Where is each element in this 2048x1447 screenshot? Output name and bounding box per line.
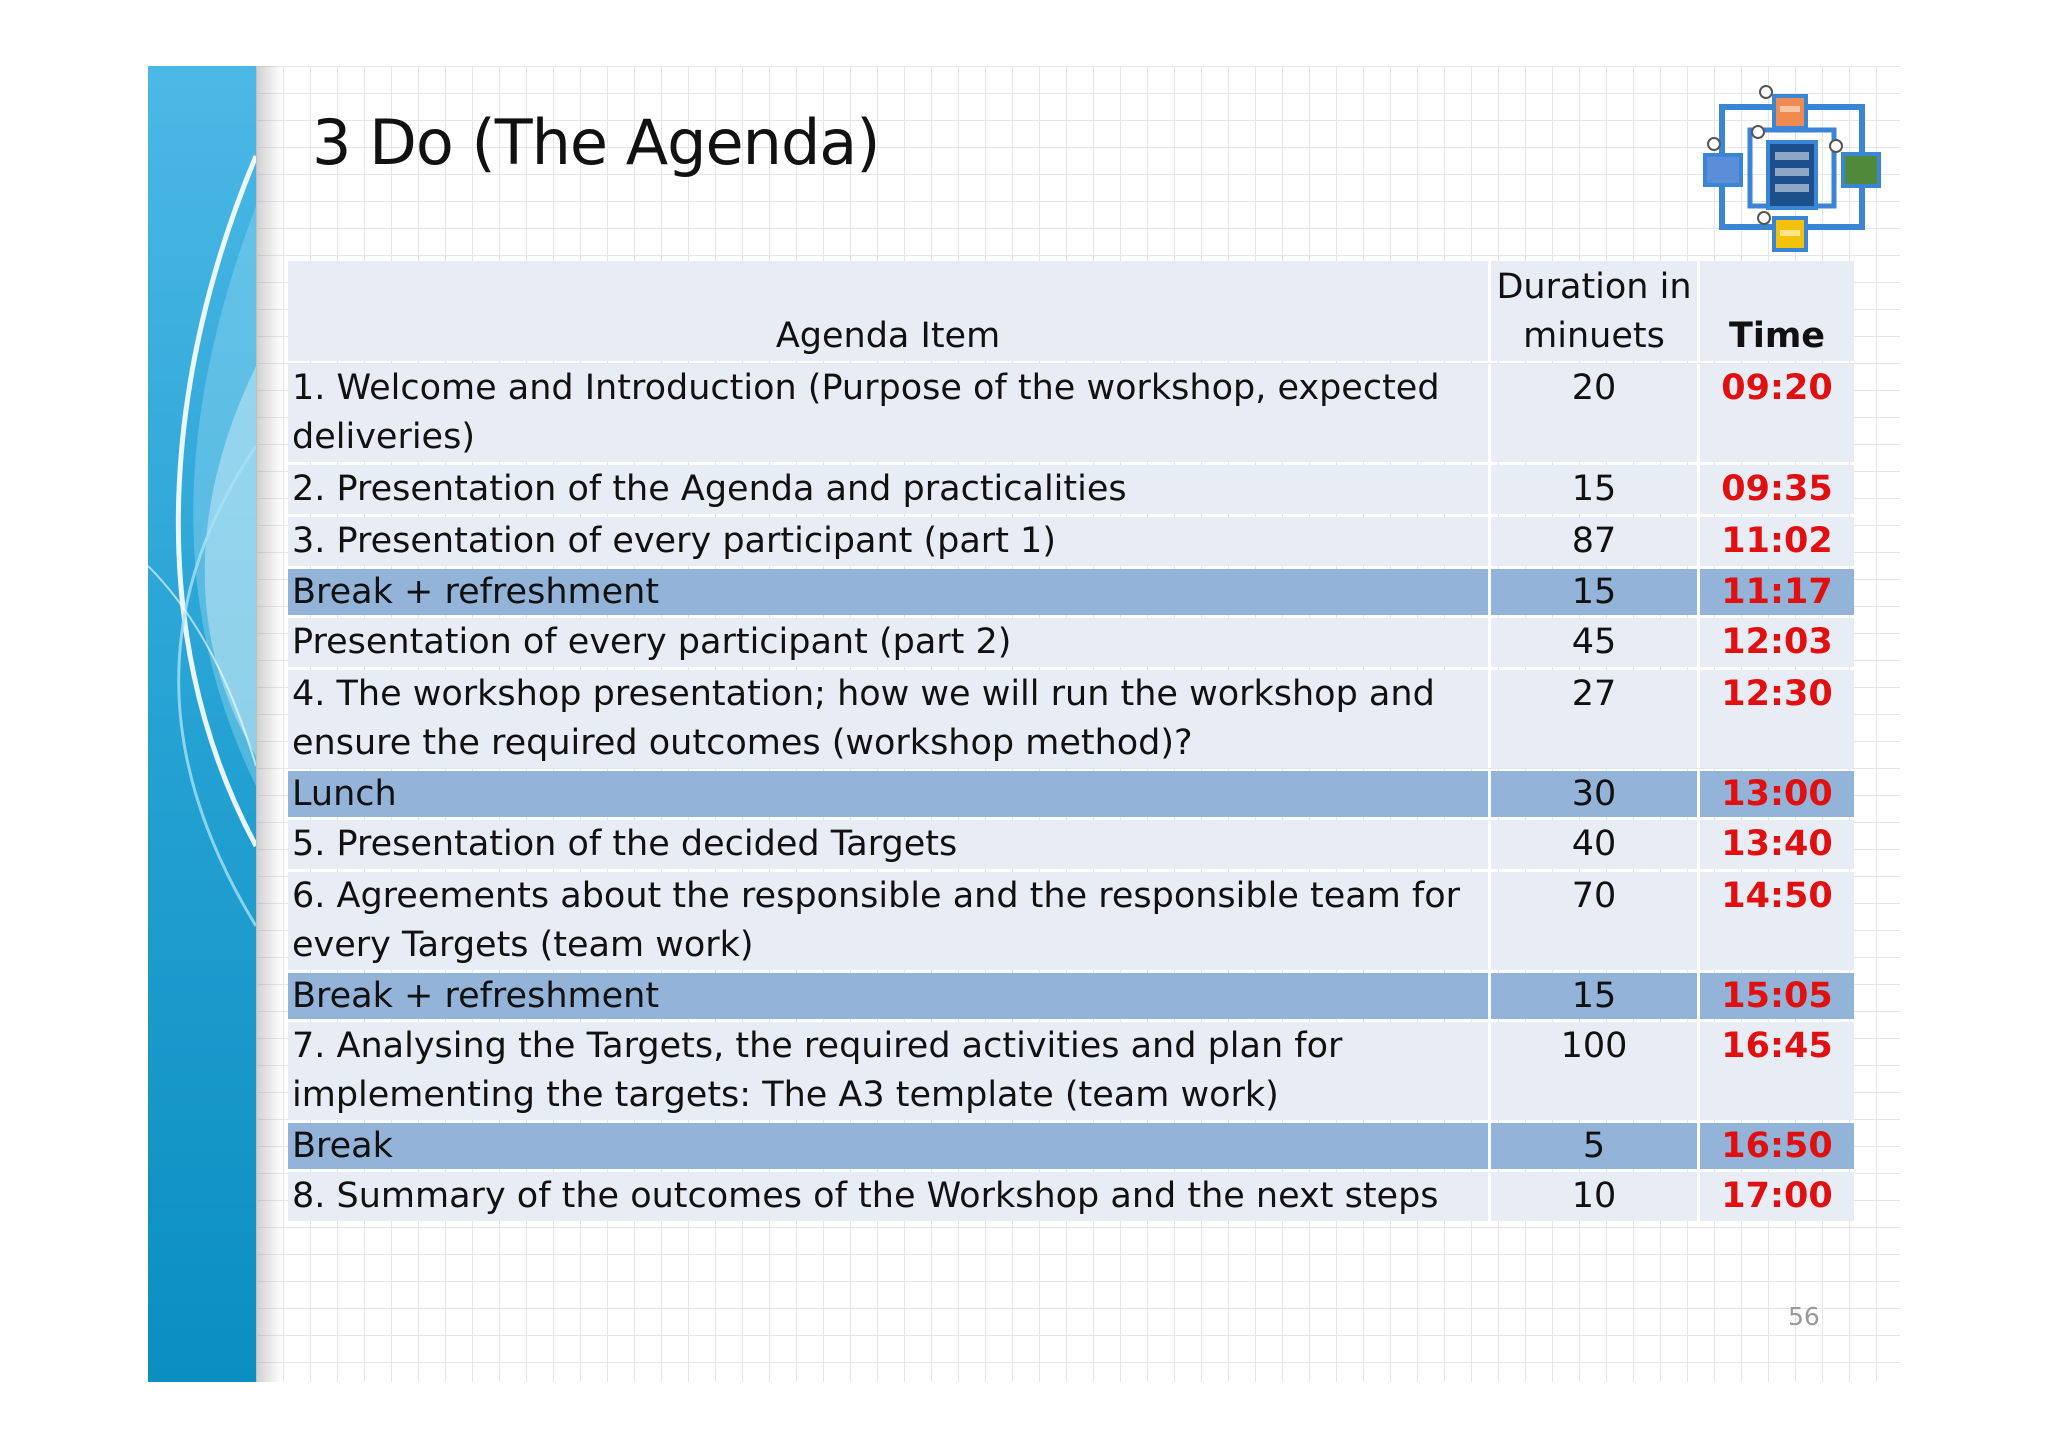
- table-header-row: [288, 261, 1854, 361]
- duration-cell: 45: [1491, 618, 1700, 667]
- time-cell: 11:17: [1700, 569, 1854, 615]
- table-row: [288, 517, 1854, 566]
- time-cell: 17:00: [1700, 1172, 1854, 1221]
- slide-title: 3 Do (The Agenda): [312, 106, 880, 179]
- header-time-label: Time: [1728, 316, 1826, 356]
- header-duration: [1491, 261, 1700, 361]
- duration-cell: 20: [1491, 364, 1700, 462]
- time-cell: 16:50: [1700, 1123, 1854, 1169]
- agenda-item-cell: 3. Presentation of every participant (part 1): [288, 517, 1491, 566]
- time-cell: 12:03: [1700, 618, 1854, 667]
- duration-cell: 15: [1491, 465, 1700, 514]
- page-number: 56: [1788, 1302, 1820, 1331]
- table-row: [288, 465, 1854, 514]
- break-row: [288, 973, 1854, 1019]
- header-duration-line1: Duration in: [1496, 267, 1692, 307]
- break-row: [288, 569, 1854, 615]
- time-cell: 13:00: [1700, 771, 1854, 817]
- agenda-table-body: [288, 364, 1854, 1221]
- duration-cell: 10: [1491, 1172, 1700, 1221]
- table-row: [288, 820, 1854, 869]
- side-band-shadow: [256, 66, 282, 1382]
- time-cell: 11:02: [1700, 517, 1854, 566]
- duration-cell: 15: [1491, 973, 1700, 1019]
- agenda-item-cell: Break + refreshment: [288, 973, 1491, 1019]
- break-row: [288, 771, 1854, 817]
- duration-cell: 30: [1491, 771, 1700, 817]
- agenda-item-cell: 2. Presentation of the Agenda and practicalities: [288, 465, 1491, 514]
- header-time: [1700, 261, 1854, 361]
- table-row: [288, 872, 1854, 970]
- table-row: [288, 670, 1854, 768]
- time-cell: 14:50: [1700, 872, 1854, 970]
- table-row: [288, 1172, 1854, 1221]
- agenda-item-cell: 6. Agreements about the responsible and the responsible team for every Targets (team work): [288, 872, 1491, 970]
- agenda-item-cell: Break + refreshment: [288, 569, 1491, 615]
- time-cell: 16:45: [1700, 1022, 1854, 1120]
- time-cell: 13:40: [1700, 820, 1854, 869]
- agenda-item-cell: Lunch: [288, 771, 1491, 817]
- time-cell: 09:35: [1700, 465, 1854, 514]
- time-cell: 12:30: [1700, 670, 1854, 768]
- duration-cell: 27: [1491, 670, 1700, 768]
- agenda-item-cell: 4. The workshop presentation; how we will run the workshop and ensure the required outcomes (workshop method)?: [288, 670, 1491, 768]
- process-diagram-logo: [1700, 80, 1900, 276]
- agenda-item-cell: 5. Presentation of the decided Targets: [288, 820, 1491, 869]
- duration-cell: 87: [1491, 517, 1700, 566]
- duration-cell: 70: [1491, 872, 1700, 970]
- table-row: [288, 618, 1854, 667]
- agenda-table: [288, 258, 1854, 1224]
- agenda-item-cell: 7. Analysing the Targets, the required activities and plan for implementing the targets: The A3 template (team work): [288, 1022, 1491, 1120]
- table-row: [288, 1022, 1854, 1120]
- break-row: [288, 1123, 1854, 1169]
- slide: [148, 66, 1900, 1382]
- header-duration-line2: minuets: [1523, 316, 1665, 356]
- duration-cell: 15: [1491, 569, 1700, 615]
- agenda-item-cell: Presentation of every participant (part 2): [288, 618, 1491, 667]
- agenda-item-cell: Break: [288, 1123, 1491, 1169]
- time-cell: 09:20: [1700, 364, 1854, 462]
- agenda-item-cell: 1. Welcome and Introduction (Purpose of the workshop, expected deliveries): [288, 364, 1491, 462]
- time-cell: 15:05: [1700, 973, 1854, 1019]
- header-agenda-item-label: Agenda Item: [775, 316, 1001, 356]
- table-row: [288, 364, 1854, 462]
- decorative-side-band: [148, 66, 256, 1382]
- duration-cell: 100: [1491, 1022, 1700, 1120]
- agenda-item-cell: 8. Summary of the outcomes of the Workshop and the next steps: [288, 1172, 1491, 1221]
- header-agenda-item: [288, 261, 1491, 361]
- duration-cell: 40: [1491, 820, 1700, 869]
- duration-cell: 5: [1491, 1123, 1700, 1169]
